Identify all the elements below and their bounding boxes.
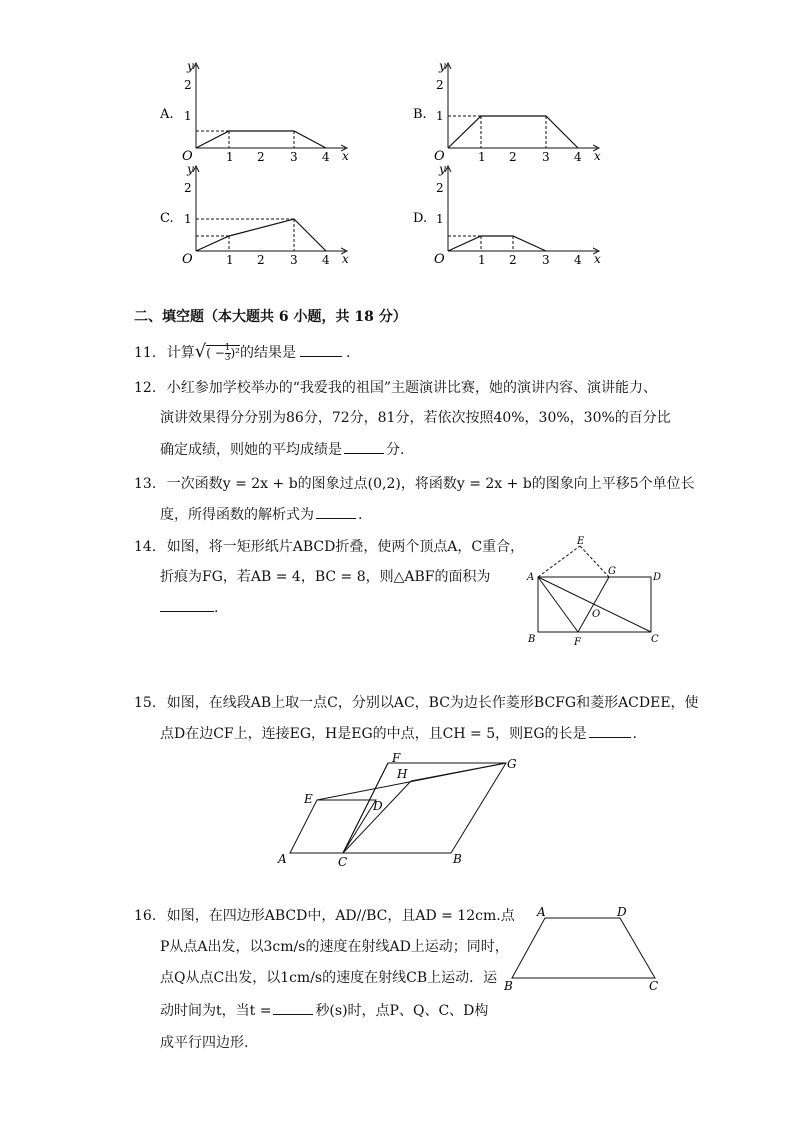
q16-line5: 成平行四边形.: [160, 1035, 249, 1051]
y-tick-1: 1: [184, 109, 192, 123]
y-axis-label: y: [439, 59, 446, 73]
q16-line4-post: 秒(s)时，点P、Q、C、D构: [315, 1003, 489, 1019]
point-c: C: [338, 855, 348, 869]
option-a-label: A.: [160, 107, 174, 122]
section-title: 二、填空题（本大题共 6 小题，共 18 分）: [134, 309, 407, 325]
q16-line1: 如图，在四边形ABCD中，AD//BC，且AD = 12cm.点: [166, 908, 515, 924]
q11-radicand: [206, 343, 240, 363]
q11-post: 的结果是: [240, 345, 296, 361]
x-tick-2: 2: [509, 150, 517, 164]
q16-line3: 点Q从点C出发，以1cm/s的速度在射线CB上运动．运: [160, 970, 498, 986]
q14-figure: [520, 532, 670, 650]
graph-a: [159, 59, 349, 164]
segment-af: [538, 577, 578, 632]
question-13: [134, 474, 695, 494]
q11-radicand-open: ( −: [206, 346, 225, 360]
q16-line4-pre: 动时间为t，当t =: [160, 1003, 272, 1019]
graph-line: [448, 116, 578, 148]
q16-figure: [500, 903, 670, 995]
dashed-eg: [580, 546, 609, 577]
frac-denominator: 3: [224, 353, 231, 363]
graph-line: [196, 219, 326, 251]
answer-blank[interactable]: [160, 611, 214, 612]
q14-line1: 如图，将一矩形纸片ABCD折叠，使两个顶点A，C重合，: [166, 539, 525, 555]
q16-line4: [160, 1001, 488, 1021]
q11-radicand-close: )²: [230, 346, 240, 360]
y-axis-label: y: [187, 162, 194, 176]
frac-numerator: 1: [224, 343, 231, 353]
q14-line3: [160, 598, 218, 618]
answer-blank[interactable]: [344, 453, 384, 454]
x-tick-1: 1: [478, 253, 486, 267]
point-g: G: [507, 757, 517, 771]
x-axis-label: x: [342, 252, 349, 266]
point-a: A: [527, 572, 535, 583]
y-tick-2: 2: [184, 181, 192, 195]
q15-figure: [270, 745, 530, 870]
question-12: [134, 378, 657, 398]
question-15: [134, 693, 699, 713]
point-a: A: [278, 852, 287, 866]
y-tick-1: 1: [436, 212, 444, 226]
question-number: 16.: [134, 908, 157, 924]
rhombus-acde: [290, 800, 376, 853]
x-tick-1: 1: [226, 150, 234, 164]
question-16: [134, 906, 515, 926]
q11-pre: 计算: [166, 345, 195, 361]
quadrilateral-abcd: [512, 918, 655, 978]
point-e: E: [304, 792, 313, 806]
q15-line1: 如图，在线段AB上取一点C，分别以AC，BC为边长作菱形BCFG和菱形ACDEE，使: [166, 695, 699, 711]
graph-c: [160, 162, 349, 267]
y-tick-2: 2: [184, 78, 192, 92]
y-tick-2: 2: [436, 181, 444, 195]
point-b: B: [528, 634, 536, 645]
q15-line2: [160, 724, 637, 744]
x-tick-1: 1: [478, 150, 486, 164]
q12-line2: 演讲效果得分分别为86分，72分，81分，若依次按照40%，30%，30%的百分比: [160, 410, 671, 426]
origin-label: O: [434, 252, 445, 267]
x-tick-3: 3: [542, 150, 550, 164]
x-axis-label: x: [594, 252, 601, 266]
origin-label: O: [182, 149, 193, 164]
x-tick-3: 3: [290, 150, 298, 164]
question-number: 12.: [134, 380, 157, 396]
q15-line2-pre: 点D在边CF上，连接EG，H是EG的中点，且CH = 5，则EG的长是: [160, 726, 587, 742]
q13-line1: 一次函数y = 2x + b的图象过点(0,2)，将函数y = 2x + b的图象向上平移5个单位长: [166, 476, 695, 492]
answer-blank[interactable]: [316, 518, 356, 519]
point-a: A: [537, 905, 546, 919]
segment-hg: [411, 763, 506, 781]
point-f: F: [574, 637, 581, 648]
question-number: 13.: [134, 476, 157, 492]
q14-line3-post: .: [214, 600, 219, 616]
x-tick-4: 4: [322, 150, 330, 164]
x-tick-4: 4: [322, 253, 330, 267]
point-d: D: [373, 799, 383, 813]
x-tick-1: 1: [226, 253, 234, 267]
dashed-ae: [538, 546, 580, 577]
q14-line2: 折痕为FG，若AB = 4，BC = 8，则△ABF的面积为: [160, 569, 491, 585]
sqrt-icon: √: [194, 341, 207, 362]
q11-end: .: [346, 345, 351, 361]
origin-label: O: [434, 149, 445, 164]
point-d: D: [653, 572, 662, 583]
q15-line2-post: .: [632, 726, 637, 742]
x-tick-2: 2: [509, 253, 517, 267]
answer-blank[interactable]: [300, 356, 342, 357]
origin-label: O: [182, 252, 193, 267]
q12-line1: 小红参加学校举办的“我爱我的祖国”主题演讲比赛，她的演讲内容、演讲能力、: [166, 380, 658, 396]
y-axis-label: y: [439, 162, 446, 176]
y-axis-label: y: [187, 59, 194, 73]
q16-line2: P从点A出发，以3cm/s的速度在射线AD上运动；同时，: [160, 939, 509, 955]
answer-blank[interactable]: [589, 737, 631, 738]
point-b: B: [504, 979, 513, 993]
question-14: [134, 537, 524, 557]
x-tick-3: 3: [542, 253, 550, 267]
x-tick-3: 3: [290, 253, 298, 267]
graph-line: [448, 236, 546, 251]
q13-line2-pre: 度，所得函数的解析式为: [160, 507, 314, 523]
y-tick-2: 2: [436, 78, 444, 92]
question-number: 15.: [134, 695, 157, 711]
graph-b: [413, 59, 601, 164]
point-g: G: [608, 566, 616, 577]
point-o: O: [592, 609, 601, 620]
point-f: F: [392, 751, 401, 765]
point-h: H: [397, 767, 408, 781]
answer-blank[interactable]: [273, 1014, 313, 1015]
q12-line3: [160, 440, 404, 460]
point-c: C: [651, 634, 659, 645]
point-c: C: [649, 979, 659, 993]
q12-line3-pre: 确定成绩，则她的平均成绩是: [160, 442, 342, 458]
y-tick-1: 1: [436, 109, 444, 123]
option-b-label: B.: [413, 107, 427, 122]
x-tick-2: 2: [257, 150, 265, 164]
question-11: [134, 342, 350, 363]
y-tick-1: 1: [184, 212, 192, 226]
x-axis-label: x: [594, 149, 601, 163]
question-number: 14.: [134, 539, 157, 555]
point-d: D: [617, 905, 627, 919]
graph-d: [413, 162, 601, 267]
diagonal-ac: [538, 577, 651, 632]
point-b: B: [453, 852, 462, 866]
point-e: E: [577, 536, 585, 547]
x-axis-label: x: [342, 149, 349, 163]
q13-line2-post: .: [358, 507, 363, 523]
crease-fg: [578, 577, 609, 632]
question-number: 11.: [134, 345, 157, 361]
option-c-label: C.: [160, 211, 174, 226]
graph-line: [196, 131, 326, 148]
option-d-label: D.: [413, 211, 428, 226]
x-tick-4: 4: [574, 150, 582, 164]
segment-ch: [343, 781, 411, 853]
q12-line3-post: 分.: [386, 442, 405, 458]
q13-line2: [160, 505, 362, 525]
graph-options: [0, 0, 794, 280]
x-tick-4: 4: [574, 253, 582, 267]
x-tick-2: 2: [257, 253, 265, 267]
